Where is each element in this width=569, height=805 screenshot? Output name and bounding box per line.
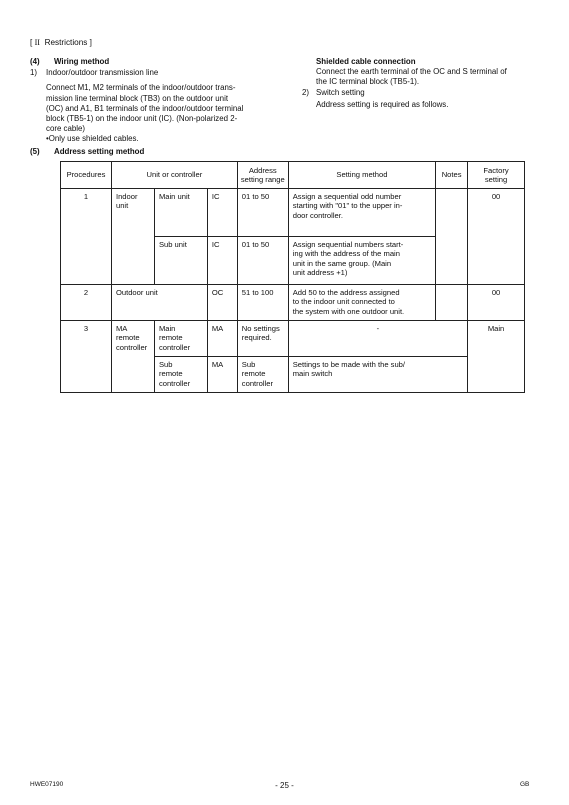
- unit-code-cell: MA: [207, 321, 237, 357]
- cell-line: Sub: [241, 360, 256, 369]
- sub-unit-cell: Main unit: [154, 189, 207, 237]
- setting-method-cell: -: [288, 321, 467, 357]
- paragraph-line: (OC) and A1, B1 terminals of the indoor/outdoor terminal: [46, 103, 244, 113]
- sub-unit-cell: [154, 321, 207, 357]
- cell-line: remote: [115, 333, 140, 343]
- cell-line: Assign sequential numbers start-: [292, 240, 404, 249]
- item-1-title: Indoor/outdoor transmission line: [46, 68, 159, 78]
- cell-line: controller: [158, 378, 191, 388]
- cell-line: Sub: [158, 360, 173, 369]
- header-procedures: Procedures: [61, 162, 112, 189]
- paragraph-line: block (TB5-1) on the indoor unit (IC). (Non-polarized 2-: [46, 114, 238, 124]
- header-line: Address: [248, 165, 277, 175]
- unit-code-cell: IC: [207, 189, 237, 237]
- section-5-heading: [30, 147, 144, 156]
- factory-setting-cell: Main: [468, 321, 525, 393]
- cell-line: No settings: [241, 324, 280, 333]
- cell-line: starting with "01" to the upper in-: [292, 201, 403, 211]
- cell-line: remote: [158, 333, 183, 343]
- cell-line: Settings to be made with the sub/: [292, 360, 406, 369]
- item-2-text: Address setting is required as follows.: [316, 99, 449, 109]
- section-4-number: (4): [30, 57, 40, 66]
- address-setting-table: [60, 161, 525, 393]
- procedure-number: 2: [61, 285, 112, 321]
- cell-line: Main: [158, 324, 176, 333]
- setting-method-cell: [288, 189, 435, 237]
- setting-method-cell: [288, 285, 435, 321]
- address-range-cell: [237, 321, 288, 357]
- address-range-cell: 01 to 50: [237, 189, 288, 237]
- unit-cell: Outdoor unit: [111, 285, 207, 321]
- section-4-title: Wiring method: [54, 57, 110, 66]
- header-notes: Notes: [436, 162, 468, 189]
- item-1-paragraph: [30, 83, 280, 144]
- section-5-title: Address setting method: [54, 147, 145, 156]
- language-code: GB: [520, 781, 530, 788]
- cell-line: to the indoor unit connected to: [292, 297, 395, 307]
- unit-code-cell: MA: [207, 357, 237, 393]
- cell-line: unit: [115, 201, 129, 211]
- cell-line: main switch: [292, 369, 333, 379]
- sub-unit-cell: Sub unit: [154, 237, 207, 285]
- cell-line: the system with one outdoor unit.: [292, 306, 405, 316]
- paragraph-line: core cable): [46, 124, 86, 134]
- notes-cell: [436, 189, 468, 285]
- page-number: - 25 -: [275, 781, 294, 790]
- paragraph-line: mission line terminal block (TB3) on the outdoor unit: [46, 93, 229, 103]
- unit-cell: [111, 189, 154, 285]
- item-2-title: Switch setting: [316, 87, 365, 97]
- cell-line: Add 50 to the address assigned: [292, 288, 400, 297]
- setting-method-cell: [288, 237, 435, 285]
- header-line: setting: [484, 175, 508, 184]
- cell-line: required.: [241, 333, 272, 343]
- table-row: [61, 189, 525, 237]
- header-unit-or-controller: Unit or controller: [111, 162, 237, 189]
- cell-line: Indoor: [115, 192, 138, 201]
- table-row: [61, 321, 525, 357]
- shielded-cable-section: [302, 57, 537, 110]
- notes-cell: [436, 285, 468, 321]
- cell-line: controller: [241, 378, 274, 388]
- header-line: Factory: [483, 165, 509, 175]
- chapter-title: Restrictions: [44, 38, 88, 47]
- item-2-number: 2): [302, 87, 310, 97]
- paragraph-line: Connect M1, M2 terminals of the indoor/outdoor trans-: [46, 83, 236, 93]
- factory-setting-cell: 00: [468, 285, 525, 321]
- procedure-number: 1: [61, 189, 112, 285]
- header-factory-setting: [468, 162, 525, 189]
- bullet-note: •Only use shielded cables.: [46, 134, 139, 144]
- section-header: [ II Restrictions ]: [30, 38, 92, 47]
- sub-unit-cell: [154, 357, 207, 393]
- unit-code-cell: IC: [207, 237, 237, 285]
- header-address-range: [237, 162, 288, 189]
- address-range-cell: 01 to 50: [237, 237, 288, 285]
- header-line: setting range: [240, 175, 285, 184]
- wiring-method-section: [30, 57, 280, 145]
- chapter-roman: II: [34, 38, 41, 47]
- cell-line: remote: [241, 369, 266, 379]
- cell-line: controller: [115, 342, 148, 352]
- cell-line: door controller.: [292, 210, 343, 220]
- address-range-cell: 51 to 100: [237, 285, 288, 321]
- paragraph-line: Connect the earth terminal of the OC and S terminal of: [316, 67, 507, 77]
- cell-line: controller: [158, 342, 191, 352]
- section-5-number: (5): [30, 147, 40, 156]
- table-header-row: [61, 162, 525, 189]
- unit-code-cell: OC: [207, 285, 237, 321]
- procedure-number: 3: [61, 321, 112, 393]
- cell-line: Assign a sequential odd number: [292, 192, 402, 201]
- document-code: HWE07190: [30, 781, 64, 788]
- address-range-cell: [237, 357, 288, 393]
- setting-method-cell: [288, 357, 467, 393]
- factory-setting-cell: 00: [468, 189, 525, 285]
- cell-line: unit address +1): [292, 268, 348, 278]
- cell-line: unit in the same group. (Main: [292, 258, 392, 268]
- cell-line: ing with the address of the main: [292, 249, 400, 259]
- unit-cell: [111, 321, 154, 393]
- paragraph-line: the IC terminal block (TB5-1).: [316, 77, 420, 87]
- header-setting-method: Setting method: [288, 162, 435, 189]
- table-row: [61, 285, 525, 321]
- item-1-number: 1): [30, 68, 38, 78]
- shielded-cable-title: Shielded cable connection: [316, 57, 416, 66]
- cell-line: remote: [158, 369, 183, 379]
- cell-line: MA: [115, 324, 128, 333]
